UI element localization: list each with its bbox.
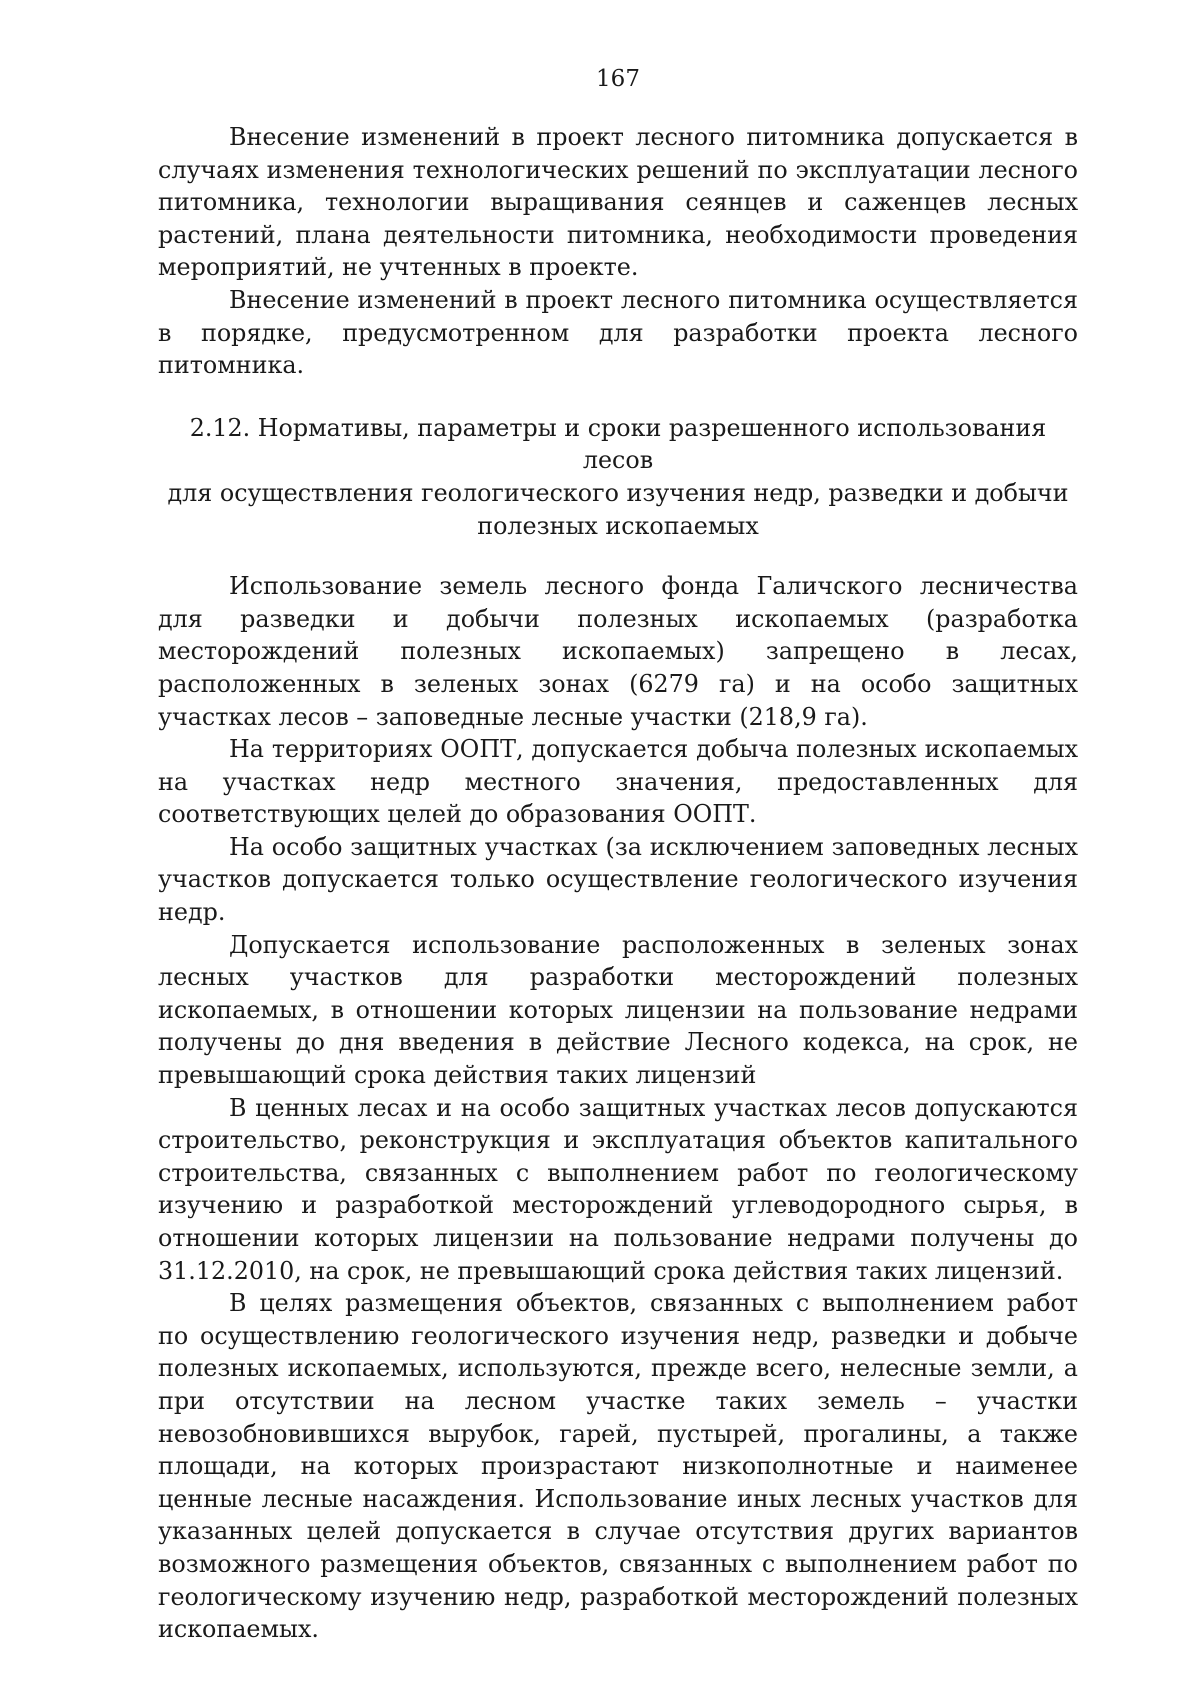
paragraph-oopt-mining: На территориях ООПТ, допускается добыча полезных ископаемых на участках недр местного значения, предоставленных для соответствующих целей до образования ООПТ. — [158, 735, 1078, 829]
paragraph-valuable-forests: В ценных лесах и на особо защитных участках лесов допускаются строительство, реконструкция и эксплуатация объектов капитального строительства, связанных с выполнением работ по геологическому изучению и разработкой месторождений углеводородного сырья, в отношении которых лицензии на пользование недрами получены до 31.12.2010, на срок, не превышающий срока действия таких лицензий. — [158, 1093, 1078, 1285]
paragraph-protected-areas: На особо защитных участках (за исключением заповедных лесных участков допускается только осуществление геологического изучения недр. — [158, 832, 1078, 927]
paragraph-green-zones: Допускается использование расположенных в зеленых зонах лесных участков для разработки месторождений полезных ископаемых, в отношении которых лицензии на пользование недрами получены до дня введения в действие Лесного кодекса, на срок, не превышающий срока действия таких лицензий — [158, 930, 1078, 1090]
page-number: 167 — [596, 66, 640, 92]
paragraph-changes-allowed: Внесение изменений в проект лесного питомника допускается в случаях изменения технологических решений по эксплуатации лесного питомника, технологии выращивания сеянцев и саженцев лесных растений, плана деятельности питомника, необходимости проведения мероприятий, не учтенных в проекте. — [158, 123, 1078, 282]
section-heading-line-1: 2.12. Нормативы, параметры и сроки разрешенного использования лесов — [189, 413, 1047, 475]
paragraph-changes-procedure: Внесение изменений в проект лесного питомника осуществляется в порядке, предусмотренном для разработки проекта лесного питомника. — [158, 285, 1078, 380]
section-heading-line-2: для осуществления геологического изучения недр, разведки и добычи — [167, 478, 1069, 507]
paragraph-land-use-prohibited: Использование земель лесного фонда Галичского лесничества для разведки и добычи полезных ископаемых (разработка месторождений полезных ископаемых) запрещено в лесах, расположенных в зеленых зонах (6279 га) и на особо защитных участках лесов – заповедные лесные участки (218,9 га). — [158, 572, 1078, 731]
document-page — [158, 60, 1078, 1660]
paragraph-object-placement: В целях размещения объектов, связанных с выполнением работ по осуществлению геологического изучения недр, разведки и добыче полезных ископаемых, используются, прежде всего, нелесные земли, а при отсутствии на лесном участке таких земель – участки невозобновившихся вырубок, гарей, пустырей, прогалины, а также площади, на которых произрастают низкополнотные и наименее ценные лесные насаждения. Использование иных лесных участков для указанных целей допускается в случае отсутствия других вариантов возможного размещения объектов, связанных с выполнением работ по геологическому изучению недр, разработкой месторождений полезных ископаемых. — [158, 1289, 1078, 1644]
section-heading-line-3: полезных ископаемых — [477, 511, 759, 540]
section-heading — [158, 412, 1078, 542]
